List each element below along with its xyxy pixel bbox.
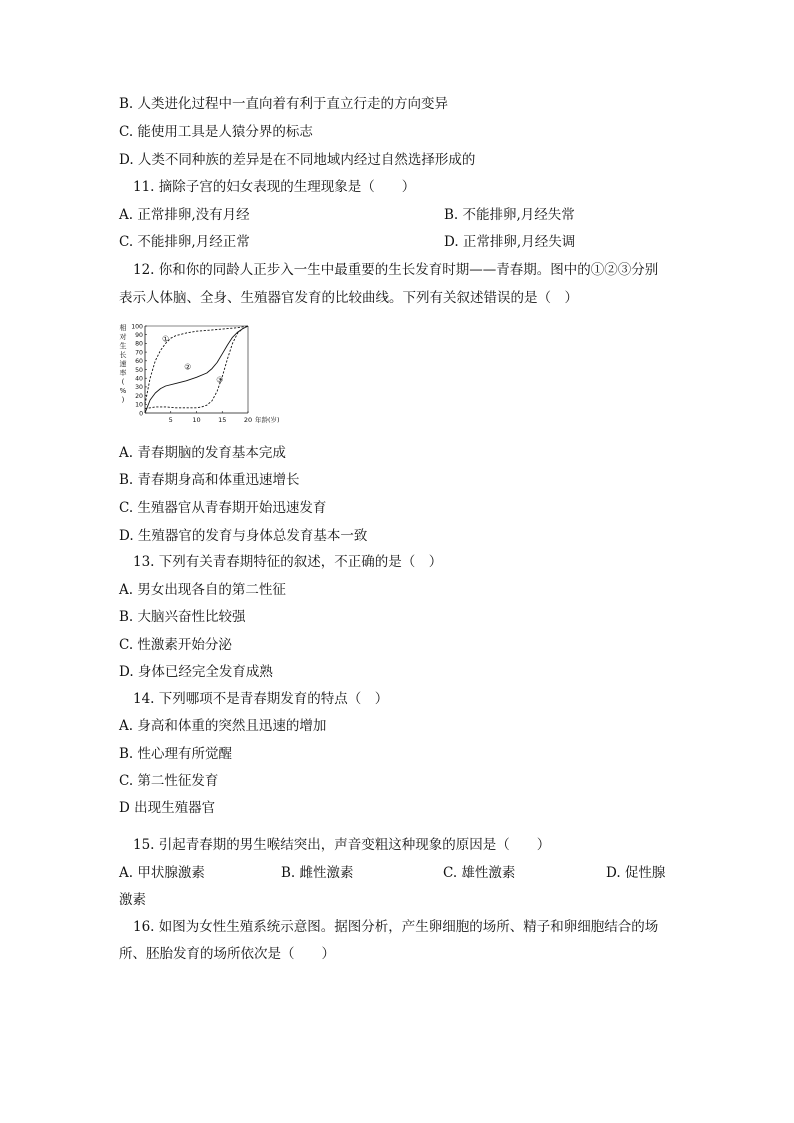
q10-option-d: D. 人类不同种族的差异是在不同地域内经过自然选择形成的 <box>119 152 476 168</box>
y-axis-label-char: ) <box>121 396 125 404</box>
q13-option-b: B. 大脑兴奋性比较强 <box>119 609 246 625</box>
y-axis-label-char: ( <box>121 378 125 386</box>
q13-stem: 13. 下列有关青春期特征的叙述，不正确的是（ ） <box>133 554 443 570</box>
q14-stem: 14. 下列哪项不是青春期发育的特点（ ） <box>133 691 389 707</box>
q11-option-c: C. 不能排卵,月经正常 <box>119 234 250 250</box>
q12-option-a: A. 青春期脑的发育基本完成 <box>119 445 286 461</box>
y-tick-label: 0 <box>139 410 143 418</box>
x-axis-label: 年龄(岁) <box>255 416 280 424</box>
q16-stem-line2: 所、胚胎发育的场所依次是（ ） <box>119 946 335 962</box>
q11-option-b: B. 不能排卵,月经失常 <box>444 207 575 223</box>
q12-option-d: D. 生殖器官的发育与身体总发育基本一致 <box>119 528 368 544</box>
y-axis-label-char: 相 <box>119 324 127 332</box>
q15-option-d-wrap: 激素 <box>119 892 146 908</box>
x-tick-label: 10 <box>192 416 201 424</box>
q12-option-c: C. 生殖器官从青春期开始迅速发育 <box>119 500 327 516</box>
q15-option-b: B. 雌性激素 <box>281 865 354 881</box>
series-label-1: ① <box>162 334 170 344</box>
q10-option-c: C. 能使用工具是人猿分界的标志 <box>119 124 313 140</box>
q16-stem-line1: 16. 如图为女性生殖系统示意图。据图分析，产生卵细胞的场所、精子和卵细胞结合的场 <box>133 919 659 935</box>
x-tick-label: 5 <box>168 416 173 424</box>
series-label-3: ③ <box>216 375 224 385</box>
y-axis-label-char: 长 <box>119 351 127 359</box>
q13-option-a: A. 男女出现各自的第二性征 <box>119 582 286 598</box>
q11-stem: 11. 摘除子宫的妇女表现的生理现象是（ ） <box>133 179 416 195</box>
y-tick-label: 90 <box>135 332 143 339</box>
series-label-2: ② <box>184 362 192 372</box>
q15-stem: 15. 引起青春期的男生喉结突出，声音变粗这种现象的原因是（ ） <box>133 837 551 853</box>
q14-option-b: B. 性心理有所觉醒 <box>119 746 233 762</box>
y-axis-label <box>120 323 127 404</box>
y-tick-label: 10 <box>135 401 143 409</box>
y-axis-label-char: 生 <box>119 342 127 350</box>
y-tick-label: 50 <box>135 366 143 374</box>
y-axis-label-char: 对 <box>119 333 127 341</box>
chart-series <box>145 326 248 413</box>
y-axis-label-char: % <box>119 387 127 395</box>
q15-option-a: A. 甲状腺激素 <box>119 865 205 881</box>
q11-option-a: A. 正常排卵,没有月经 <box>119 207 250 223</box>
growth-curve-svg <box>118 318 290 430</box>
q12-stem-line1: 12. 你和你的同龄人正步入一生中最重要的生长发育时期——青春期。图中的①②③分别 <box>133 262 659 278</box>
x-tick-label: 20 <box>243 416 253 424</box>
y-axis-label-char: 速 <box>119 360 127 368</box>
q11-option-d: D. 正常排卵,月经失调 <box>444 234 576 250</box>
q14-option-c: C. 第二性征发育 <box>119 773 219 789</box>
q14-option-d: D 出现生殖器官 <box>119 800 216 816</box>
q15-option-d: D. 促性腺 <box>606 865 666 881</box>
x-tick-label: 15 <box>218 416 227 424</box>
q10-option-b: B. 人类进化过程中一直向着有利于直立行走的方向变异 <box>119 96 449 112</box>
y-tick-label: 60 <box>135 358 143 366</box>
q12-stem-line2: 表示人体脑、全身、生殖器官发育的比较曲线。下列有关叙述错误的是（ ） <box>119 290 578 306</box>
q13-option-c: C. 性激素开始分泌 <box>119 637 232 653</box>
q13-option-d: D. 身体已经完全发育成熟 <box>119 664 273 680</box>
q14-option-a: A. 身高和体重的突然且迅速的增加 <box>119 718 327 734</box>
growth-curve-chart <box>118 318 290 430</box>
y-tick-label: 40 <box>135 375 143 383</box>
y-tick-label: 70 <box>135 349 143 357</box>
y-tick-label: 80 <box>135 340 143 348</box>
y-tick-label: 100 <box>131 323 143 331</box>
series-line-3 <box>145 326 248 409</box>
y-tick-label: 20 <box>135 392 143 400</box>
y-axis-label-char: 率 <box>119 369 127 377</box>
q15-option-c: C. 雄性激素 <box>443 865 516 881</box>
q12-option-b: B. 青春期身高和体重迅速增长 <box>119 472 300 488</box>
y-tick-label: 30 <box>135 384 143 392</box>
series-line-2 <box>145 326 248 413</box>
